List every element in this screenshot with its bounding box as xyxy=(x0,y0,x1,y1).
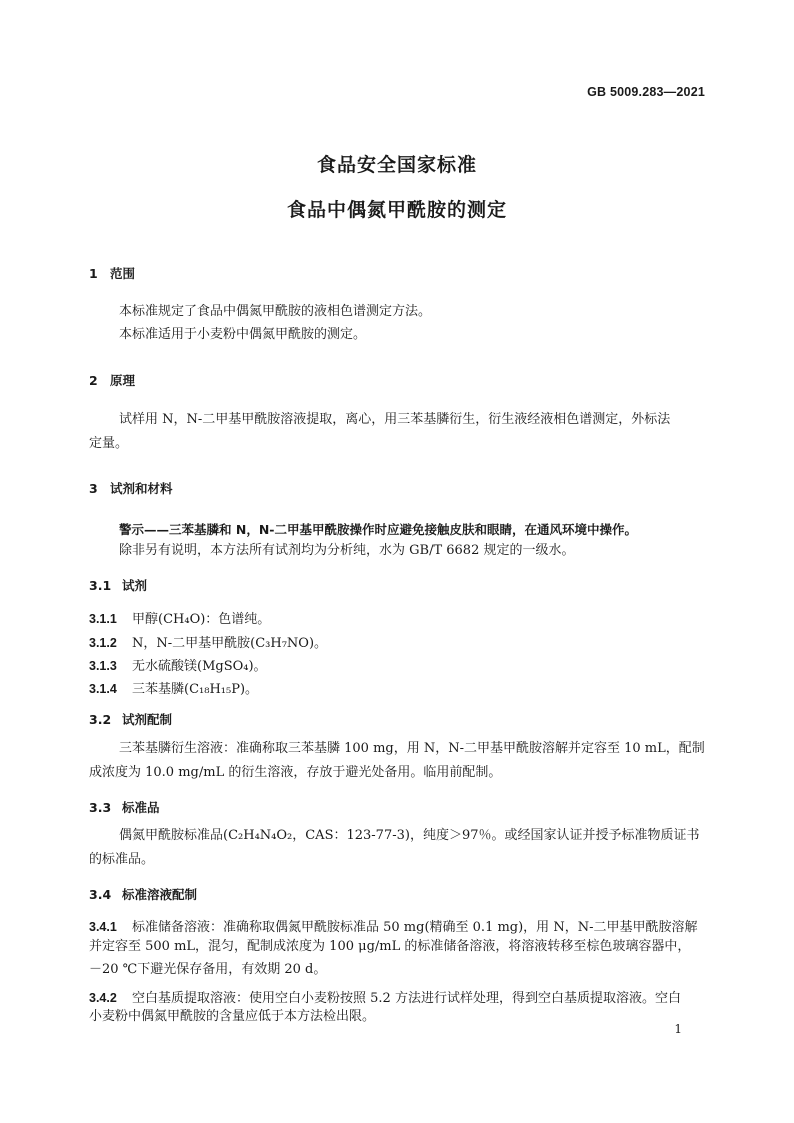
paragraph-continuation: －20 ℃下避光保存备用，有效期 20 d。 xyxy=(89,962,327,977)
reagent-item xyxy=(89,678,258,697)
paragraph-continuation: 定量。 xyxy=(89,436,129,451)
paragraph-continuation: 并定容至 500 mL，混匀，配制成浓度为 100 μg/mL 的标准储备溶液，将溶液转移至棕色玻璃容器中， xyxy=(89,939,691,954)
item-text: 标准储备溶液：准确称取偶氮甲酰胺标准品 50 mg(精确至 0.1 mg)，用 N，N-二甲基甲酰胺溶解 xyxy=(132,920,698,935)
subsection-3-3-heading xyxy=(89,798,160,816)
item-number: 3.1.4 xyxy=(89,682,117,696)
paragraph: 除非另有说明，本方法所有试剂均为分析纯，水为 GB/T 6682 规定的一级水。 xyxy=(119,543,575,558)
title-line-1: 食品安全国家标准 xyxy=(316,154,477,176)
subsection-number: 3.2 xyxy=(89,712,112,727)
paragraph: 偶氮甲酰胺标准品(C₂H₄N₄O₂，CAS：123-77-3)，纯度＞97％。或经国家认证并授予标准物质证书 xyxy=(119,828,700,843)
paragraph-continuation: 小麦粉中偶氮甲酰胺的含量应低于本方法检出限。 xyxy=(89,1009,376,1024)
section-title: 范围 xyxy=(110,266,136,281)
section-number: 2 xyxy=(89,373,98,388)
section-3-heading xyxy=(89,479,173,497)
section-2-heading xyxy=(89,371,135,389)
subsection-title: 试剂配制 xyxy=(122,712,173,727)
paragraph: 试样用 N，N-二甲基甲酰胺溶液提取，离心，用三苯基膦衍生，衍生液经液相色谱测定，外标法 xyxy=(119,412,671,427)
paragraph: 本标准适用于小麦粉中偶氮甲酰胺的测定。 xyxy=(119,327,367,342)
item-number: 3.4.1 xyxy=(89,920,117,934)
item-number: 3.4.2 xyxy=(89,991,117,1005)
subsection-title: 标准品 xyxy=(122,800,160,815)
paragraph: 本标准规定了食品中偶氮甲酰胺的液相色谱测定方法。 xyxy=(119,304,432,319)
section-number: 1 xyxy=(89,266,98,281)
solution-item xyxy=(89,916,697,935)
reagent-item xyxy=(89,608,270,627)
paragraph: 三苯基膦衍生溶液：准确称取三苯基膦 100 mg，用 N，N-二甲基甲酰胺溶解并定容至 10 mL，配制 xyxy=(119,741,705,756)
section-title: 原理 xyxy=(110,373,136,388)
item-number: 3.1.1 xyxy=(89,612,117,626)
subsection-title: 试剂 xyxy=(122,578,148,593)
reagent-item xyxy=(89,655,267,674)
section-number: 3 xyxy=(89,481,98,496)
section-1-heading xyxy=(89,264,135,282)
solution-item xyxy=(89,987,681,1006)
warning-notice: 警示——三苯基膦和 N，N-二甲基甲酰胺操作时应避免接触皮肤和眼睛，在通风环境中操作。 xyxy=(119,522,637,537)
subsection-3-2-heading xyxy=(89,710,172,728)
item-number: 3.1.2 xyxy=(89,636,117,650)
subsection-title: 标准溶液配制 xyxy=(122,887,198,902)
subsection-number: 3.3 xyxy=(89,800,112,815)
paragraph-continuation: 成浓度为 10.0 mg/mL 的衍生溶液，存放于避光处备用。临用前配制。 xyxy=(89,765,502,780)
subsection-3-4-heading xyxy=(89,885,197,903)
subsection-number: 3.4 xyxy=(89,887,112,902)
item-text: 空白基质提取溶液：使用空白小麦粉按照 5.2 方法进行试样处理，得到空白基质提取溶液。空白 xyxy=(132,991,681,1006)
standard-number: GB 5009.283—2021 xyxy=(587,85,705,99)
item-text: N，N-二甲基甲酰胺(C₃H₇NO)。 xyxy=(132,636,328,651)
page-number: 1 xyxy=(674,1022,682,1036)
subsection-3-1-heading xyxy=(89,576,147,594)
item-text: 无水硫酸镁(MgSO₄)。 xyxy=(132,659,267,674)
subsection-number: 3.1 xyxy=(89,578,112,593)
item-number: 3.1.3 xyxy=(89,659,117,673)
reagent-item xyxy=(89,632,327,651)
paragraph-continuation: 的标准品。 xyxy=(89,852,155,867)
section-title: 试剂和材料 xyxy=(110,481,173,496)
item-text: 甲醇(CH₄O)：色谱纯。 xyxy=(132,612,271,627)
title-line-2: 食品中偶氮甲酰胺的测定 xyxy=(286,199,507,221)
item-text: 三苯基膦(C₁₈H₁₅P)。 xyxy=(132,682,259,697)
